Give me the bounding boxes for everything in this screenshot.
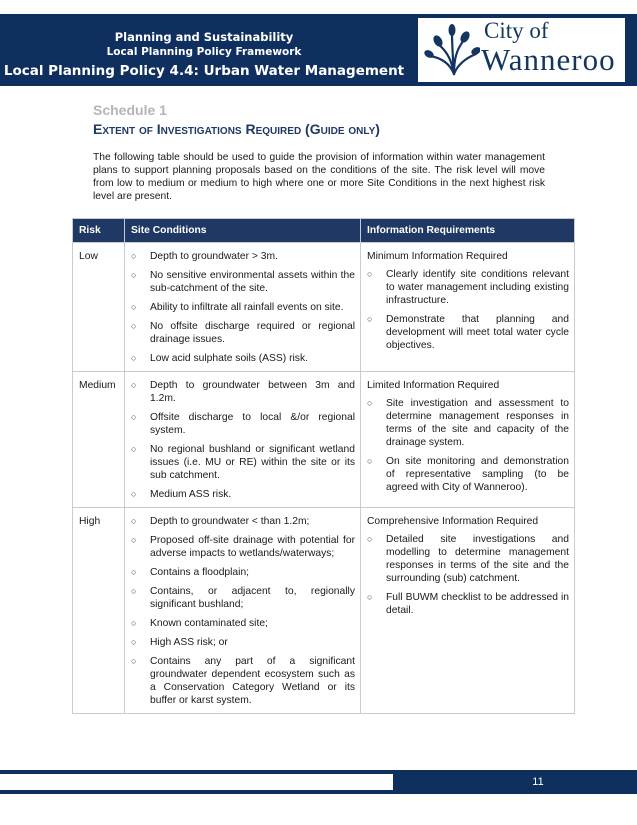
circle-bullet-icon: ○ bbox=[131, 353, 137, 363]
table-row bbox=[73, 243, 575, 372]
intro-paragraph: The following table should be used to guide the provision of information within water management plans to support planning proposals based on the conditions of the site. The risk level will move from low to medium or medium to high where one or more Site Conditions in the next highest risk level are present. bbox=[93, 152, 545, 202]
info-requirements-list bbox=[367, 533, 569, 617]
circle-bullet-icon: ○ bbox=[131, 444, 137, 454]
risk-level-cell: High bbox=[73, 508, 125, 714]
list-item bbox=[131, 269, 355, 295]
info-requirement-heading: Limited Information Required bbox=[367, 380, 500, 391]
site-conditions-cell bbox=[125, 243, 361, 372]
info-requirements-list bbox=[367, 268, 569, 352]
header-framework: Local Planning Policy Framework bbox=[106, 46, 302, 58]
circle-bullet-icon: ○ bbox=[131, 535, 137, 545]
circle-bullet-icon: ○ bbox=[131, 637, 137, 647]
information-requirements-cell bbox=[361, 508, 575, 714]
list-item bbox=[131, 515, 355, 528]
circle-bullet-icon: ○ bbox=[131, 321, 137, 331]
page-number: 11 bbox=[532, 776, 544, 788]
circle-bullet-icon: ○ bbox=[131, 586, 137, 596]
list-item bbox=[131, 534, 355, 560]
site-conditions-list bbox=[131, 250, 355, 365]
circle-bullet-icon: ○ bbox=[367, 314, 373, 324]
site-condition-text: High ASS risk; or bbox=[150, 637, 228, 648]
list-item bbox=[131, 320, 355, 346]
site-condition-text: No sensitive environmental assets within the sub-catchment of the site. bbox=[150, 270, 355, 294]
info-requirement-text: Full BUWM checklist to be addressed in detail. bbox=[386, 592, 569, 616]
circle-bullet-icon: ○ bbox=[131, 656, 137, 666]
site-condition-text: Offsite discharge to local &/or regional system. bbox=[150, 412, 355, 436]
schedule-number: Schedule 1 bbox=[93, 102, 167, 118]
info-requirement-text: Demonstrate that planning and development will meet total water cycle objectives. bbox=[386, 314, 569, 351]
site-conditions-list bbox=[131, 515, 355, 707]
site-conditions-cell bbox=[125, 508, 361, 714]
circle-bullet-icon: ○ bbox=[367, 534, 373, 544]
list-item bbox=[367, 455, 569, 494]
circle-bullet-icon: ○ bbox=[131, 489, 137, 499]
circle-bullet-icon: ○ bbox=[131, 380, 137, 390]
list-item bbox=[131, 655, 355, 707]
list-item bbox=[131, 636, 355, 649]
circle-bullet-icon: ○ bbox=[131, 412, 137, 422]
table-row bbox=[73, 372, 575, 508]
list-item bbox=[131, 379, 355, 405]
footer-white-band bbox=[0, 774, 393, 790]
header-site-conditions: Site Conditions bbox=[125, 219, 361, 243]
circle-bullet-icon: ○ bbox=[131, 567, 137, 577]
schedule-title-text: Extent of Investigations Required (Guide only) bbox=[93, 121, 380, 137]
circle-bullet-icon: ○ bbox=[367, 398, 373, 408]
info-requirement-heading: Comprehensive Information Required bbox=[367, 516, 539, 527]
info-requirement-text: Clearly identify site conditions relevant to water management including existing infrastructure. bbox=[386, 269, 569, 306]
info-requirement-text: Detailed site investigations and modelling to determine management responses in terms of the site and the surrounding (sub) catchment. bbox=[386, 534, 569, 584]
list-item bbox=[131, 617, 355, 630]
city-logo bbox=[418, 18, 625, 82]
information-requirements-cell bbox=[361, 372, 575, 508]
site-condition-text: No offsite discharge required or regional drainage issues. bbox=[150, 321, 355, 345]
circle-bullet-icon: ○ bbox=[131, 516, 137, 526]
circle-bullet-icon: ○ bbox=[367, 592, 373, 602]
header-information-requirements: Information Requirements bbox=[361, 219, 575, 243]
wanneroo-flower-icon bbox=[424, 24, 480, 76]
table-header-row bbox=[73, 219, 575, 243]
site-condition-text: Known contaminated site; bbox=[150, 618, 268, 629]
circle-bullet-icon: ○ bbox=[131, 302, 137, 312]
schedule-title bbox=[93, 121, 380, 137]
circle-bullet-icon: ○ bbox=[131, 618, 137, 628]
logo-city-of: City of bbox=[484, 18, 549, 43]
risk-table bbox=[72, 218, 575, 714]
site-condition-text: Ability to infiltrate all rainfall events on site. bbox=[150, 302, 344, 313]
site-condition-text: Contains a floodplain; bbox=[150, 567, 250, 578]
risk-table-body bbox=[73, 243, 575, 714]
info-requirement-heading: Minimum Information Required bbox=[367, 251, 508, 262]
logo-wanneroo: Wanneroo bbox=[481, 42, 616, 77]
circle-bullet-icon: ○ bbox=[131, 251, 137, 261]
info-requirements-list bbox=[367, 397, 569, 494]
site-condition-text: Proposed off-site drainage with potential for adverse impacts to wetlands/waterways; bbox=[150, 535, 355, 559]
site-condition-text: Contains, or adjacent to, regionally significant bushland; bbox=[150, 586, 355, 610]
site-conditions-list bbox=[131, 379, 355, 501]
site-condition-text: Medium ASS risk. bbox=[150, 489, 232, 500]
list-item bbox=[131, 411, 355, 437]
site-conditions-cell bbox=[125, 372, 361, 508]
header-risk: Risk bbox=[73, 219, 125, 243]
risk-level-cell: Low bbox=[73, 243, 125, 372]
list-item bbox=[131, 352, 355, 365]
list-item bbox=[131, 250, 355, 263]
header-department: Planning and Sustainability bbox=[114, 30, 294, 44]
site-condition-text: No regional bushland or significant wetland issues (i.e. MU or RE) within the site or its sub catchment. bbox=[150, 444, 355, 481]
circle-bullet-icon: ○ bbox=[131, 270, 137, 280]
site-condition-text: Depth to groundwater > 3m. bbox=[150, 251, 278, 262]
site-condition-text: Depth to groundwater between 3m and 1.2m. bbox=[150, 380, 355, 404]
list-item bbox=[367, 397, 569, 449]
circle-bullet-icon: ○ bbox=[367, 269, 373, 279]
list-item bbox=[367, 268, 569, 307]
risk-level-cell: Medium bbox=[73, 372, 125, 508]
list-item bbox=[131, 566, 355, 579]
list-item bbox=[131, 488, 355, 501]
list-item bbox=[131, 301, 355, 314]
site-condition-text: Contains any part of a significant groundwater dependent ecosystem such as a Conservation Category Wetland or its buffer or karst system. bbox=[150, 656, 355, 706]
info-requirement-text: Site investigation and assessment to determine management responses in terms of the site and capacity of the drainage system. bbox=[386, 398, 569, 448]
information-requirements-cell bbox=[361, 243, 575, 372]
header-policy-title: Local Planning Policy 4.4: Urban Water Management bbox=[3, 63, 405, 79]
info-requirement-text: On site monitoring and demonstration of representative sampling (to be agreed with City of Wanneroo). bbox=[386, 456, 569, 493]
list-item bbox=[131, 443, 355, 482]
list-item bbox=[131, 585, 355, 611]
circle-bullet-icon: ○ bbox=[367, 456, 373, 466]
site-condition-text: Depth to groundwater < than 1.2m; bbox=[150, 516, 310, 527]
list-item bbox=[367, 591, 569, 617]
header-titles bbox=[0, 18, 408, 81]
table-row bbox=[73, 508, 575, 714]
list-item bbox=[367, 533, 569, 585]
list-item bbox=[367, 313, 569, 352]
site-condition-text: Low acid sulphate soils (ASS) risk. bbox=[150, 353, 308, 364]
